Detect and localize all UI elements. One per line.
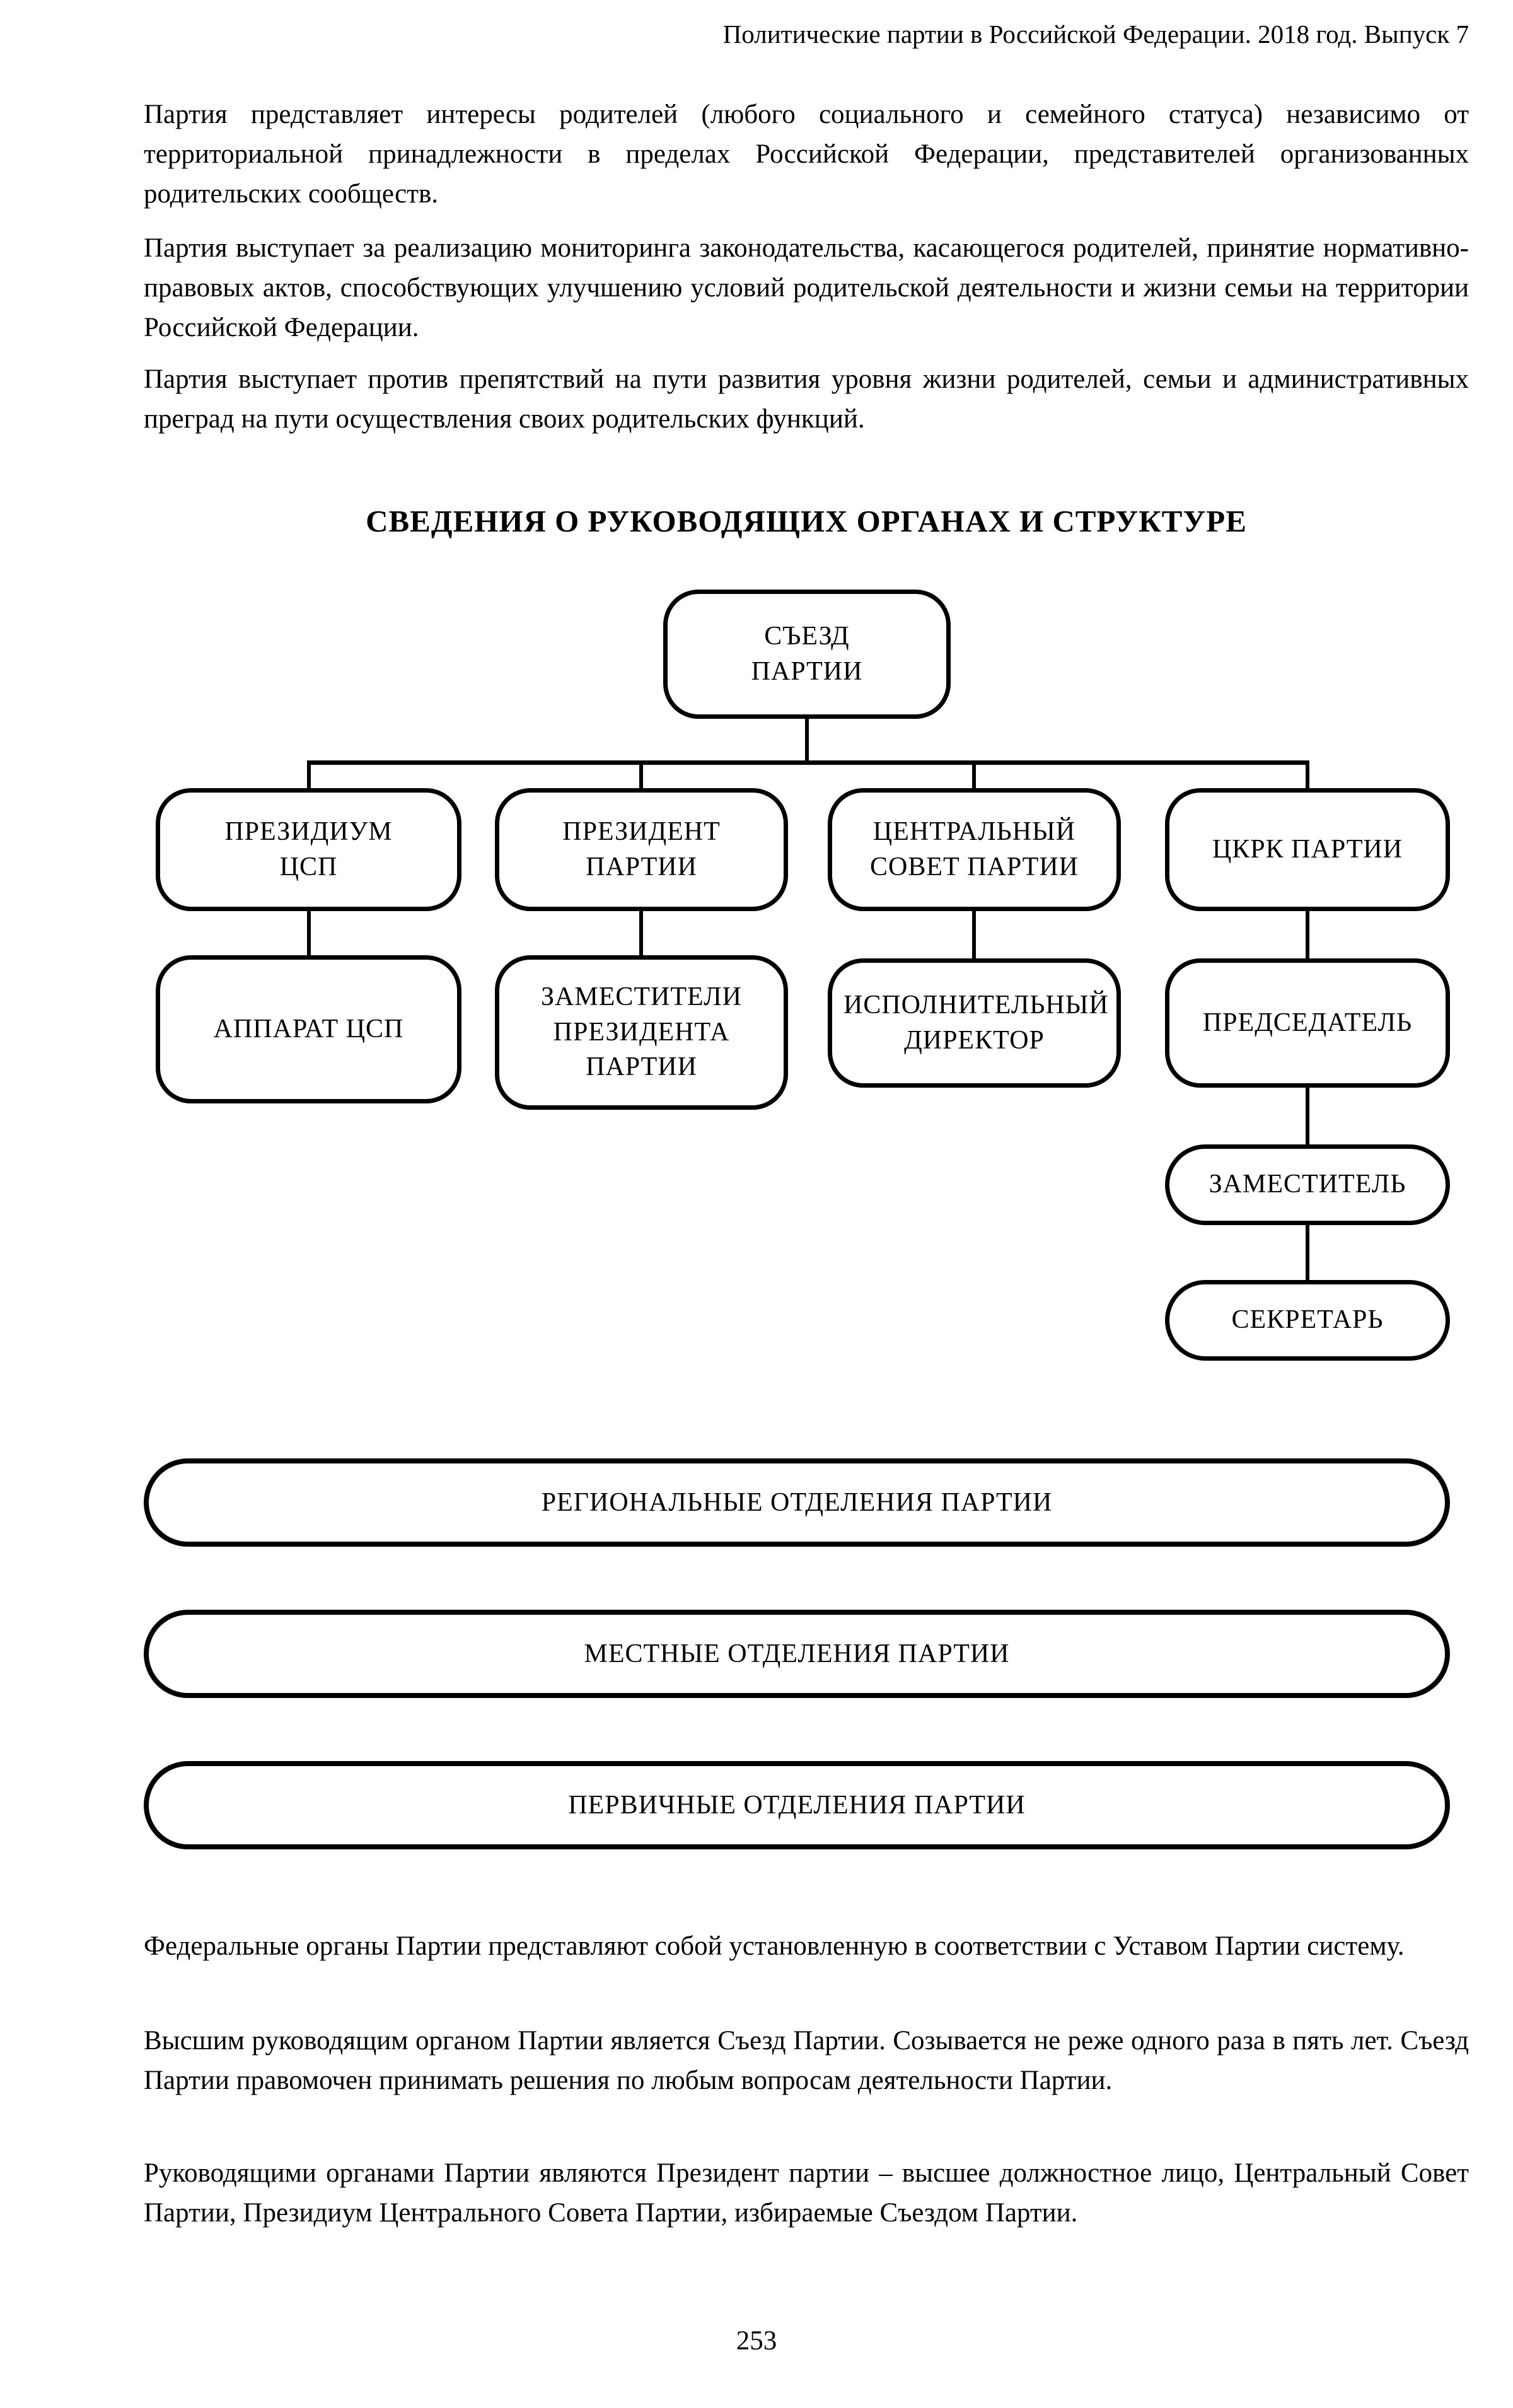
org-node-chairman-label: ПРЕДСЕДАТЕЛЬ bbox=[1202, 1008, 1413, 1037]
connector-bus-president bbox=[639, 764, 643, 789]
intro-paragraph-1: Партия представляет интересы родителей (любого социального и семейного статуса) независимо от территориальной принадлежности в пределах Российской Федерации, представителей организованных родительских сообществ. bbox=[144, 100, 1469, 209]
connector-ckrk-chairman bbox=[1306, 911, 1309, 958]
org-node-presidium-csp-label: ПРЕЗИДИУМ ЦСП bbox=[224, 817, 393, 881]
org-node-primary-offices bbox=[144, 1761, 1450, 1849]
intro-paragraph-3: Партия выступает против препятствий на пути развития уровня жизни родителей, семьи и административных преград на пути осуществления своих родительских функций. bbox=[144, 364, 1469, 434]
connector-congress-bus bbox=[805, 718, 809, 763]
org-node-congress bbox=[663, 590, 951, 719]
org-node-president-label: ПРЕЗИДЕНТ ПАРТИИ bbox=[562, 817, 721, 881]
connector-president-deputies bbox=[639, 911, 643, 955]
connector-chairman-deputy bbox=[1306, 1088, 1309, 1144]
org-node-deputies bbox=[495, 955, 788, 1110]
org-node-deputies-label: ЗАМЕСТИТЕЛИ ПРЕЗИДЕНТА ПАРТИИ bbox=[541, 982, 742, 1082]
org-node-secretary bbox=[1165, 1280, 1450, 1361]
org-node-deputy bbox=[1165, 1144, 1450, 1225]
connector-bus-ckrk bbox=[1306, 764, 1309, 789]
org-node-regional-offices-label: РЕГИОНАЛЬНЫЕ ОТДЕЛЕНИЯ ПАРТИИ bbox=[541, 1488, 1053, 1517]
connector-bus-presidium bbox=[307, 764, 311, 789]
org-node-local-offices bbox=[144, 1610, 1450, 1698]
org-node-exec-director bbox=[828, 958, 1121, 1088]
connector-council-director bbox=[972, 911, 976, 958]
org-node-central-council bbox=[828, 788, 1121, 911]
org-node-ckrk-label: ЦКРК ПАРТИИ bbox=[1212, 834, 1403, 864]
org-node-chairman bbox=[1165, 958, 1450, 1088]
org-node-apparat-csp-label: АППАРАТ ЦСП bbox=[213, 1014, 404, 1044]
org-node-secretary-label: СЕКРЕТАРЬ bbox=[1231, 1305, 1384, 1335]
intro-paragraph-2: Партия выступает за реализацию мониторинга законодательства, касающегося родителей, принятие нормативно-правовых актов, способствующих улучшению условий родительской деятельности и жизни семьи на территории Российской Федерации. bbox=[144, 233, 1469, 342]
org-node-regional-offices bbox=[144, 1458, 1450, 1547]
org-node-exec-director-label: ИСПОЛНИТЕЛЬНЫЙ ДИРЕКТОР bbox=[843, 991, 1109, 1055]
page-number: 253 bbox=[736, 2326, 777, 2356]
closing-paragraph-2: Высшим руководящим органом Партии является Съезд Партии. Созывается не реже одного раза в пять лет. Съезд Партии правомочен принимать решения по любым вопросам деятельности Партии. bbox=[144, 2026, 1469, 2095]
org-node-apparat-csp bbox=[156, 955, 461, 1103]
org-node-deputy-label: ЗАМЕСТИТЕЛЬ bbox=[1209, 1170, 1406, 1199]
org-node-local-offices-label: МЕСТНЫЕ ОТДЕЛЕНИЯ ПАРТИИ bbox=[584, 1639, 1010, 1668]
connector-presidium-apparat bbox=[307, 911, 311, 955]
connector-deputy-secretary bbox=[1306, 1225, 1309, 1280]
org-node-president bbox=[495, 788, 788, 911]
connector-bus bbox=[307, 760, 1309, 765]
running-header: Политические партии в Российской Федерации. 2018 год. Выпуск 7 bbox=[722, 20, 1469, 49]
closing-paragraph-3: Руководящими органами Партии являются Президент партии – высшее должностное лицо, Центральный Совет Партии, Президиум Центрального Совета Партии, избираемые Съездом Партии. bbox=[144, 2158, 1469, 2228]
closing-paragraph-1: Федеральные органы Партии представляют собой установленную в соответствии с Уставом Партии систему. bbox=[144, 1931, 1405, 1961]
org-node-congress-label: СЪЕЗД ПАРТИИ bbox=[751, 622, 863, 686]
org-node-central-council-label: ЦЕНТРАЛЬНЫЙ СОВЕТ ПАРТИИ bbox=[869, 817, 1079, 881]
org-node-presidium-csp bbox=[156, 788, 461, 911]
org-node-ckrk bbox=[1165, 788, 1450, 911]
org-node-primary-offices-label: ПЕРВИЧНЫЕ ОТДЕЛЕНИЯ ПАРТИИ bbox=[568, 1791, 1026, 1820]
section-title: СВЕДЕНИЯ О РУКОВОДЯЩИХ ОРГАНАХ И СТРУКТУРЕ bbox=[366, 504, 1247, 538]
connector-bus-central-council bbox=[972, 764, 976, 789]
